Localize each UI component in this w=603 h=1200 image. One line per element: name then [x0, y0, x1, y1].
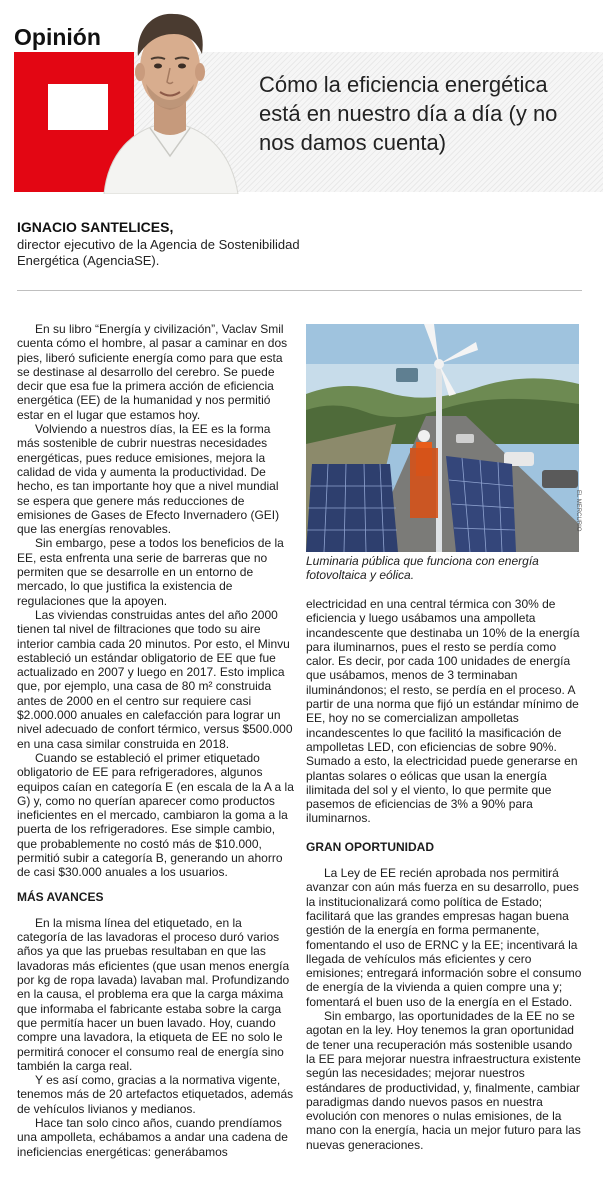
subheading-mas-avances: MÁS AVANCES [17, 889, 104, 904]
paragraph: electricidad en una central térmica con 30% de eficiencia y luego usábamos una ampolleta incandescente que destinaba un 10% de la energía para iluminarnos, pues el resto se perdía como calor. Es decir, por cada 100 unidades de energía que usábamos, menos de 3 terminaban iluminándonos; el resto, se perdía en el proceso. A partir de una norma que fijó un estándar mínimo de EE, hoy no se comercializan ampolletas incandescentes lo que facilitó la masificación de ampolletas LED, con eficiencias de sobre 90%. Sumado a esto, la electricidad puede generarse en plantas solares o eólicas que usan la energía ilimitada del sol y el viento, lo que permite que pasemos de eficiencias de 3% a 90% para iluminarnos. [306, 597, 580, 826]
paragraph: En su libro “Energía y civilización”, Vaclav Smil cuenta cómo el hombre, al pasar a caminar en dos pies, liberó suficiente energía como para que esta se destinase al desarrollo del cerebro. Se puede decir que esa fue la primera acción de eficiencia energética (EE) de la humanidad y nos permitió estar en el lugar que estamos hoy. [17, 322, 288, 422]
paragraph: Cuando se estableció el primer etiquetado obligatorio de EE para refrigeradores, algunos equipos caían en categoría E (en escala de la A a la G) y, como no querían aparecer como productos ineficientes en el mercado, cambiaron la goma a la puerta de los refrigeradores. Ese simple cambio, que probablemente no costó más de $10.000, permitió subir a categoría B, generando un ahorro de casi $30.000 anuales a los usuarios. [17, 750, 294, 880]
header-divider [17, 290, 582, 291]
photo-caption: Luminaria pública que funciona con energía fotovoltaica y eólica. [306, 554, 539, 582]
paragraph: Y es así como, gracias a la normativa vigente, tenemos más de 20 artefactos etiquetados, además de vehículos livianos y medianos. [17, 1073, 294, 1116]
paragraph: Hace tan solo cinco años, cuando prendíamos una ampolleta, echábamos a andar una cadena de ineficiencias energéticas: generábamos [17, 1116, 288, 1159]
section-label: Opinión [14, 24, 101, 50]
solar-wind-streetlight-photo [306, 324, 579, 552]
headline: Cómo la eficiencia energética está en nuestro día a día (y no nos damos cuenta) [259, 72, 558, 155]
paragraph: Sin embargo, pese a todos los beneficios de la EE, esta enfrenta una serie de barreras que no permiten que se desarrolle en un entorno de mercado, lo que justifica la existencia de regulaciones que la apoyen. [17, 536, 284, 608]
author-portrait [90, 6, 250, 194]
paragraph: Sin embargo, las oportunidades de la EE no se agotan en la ley. Hoy tenemos la gran oportunidad de tener una recuperación más sostenible usando la EE para mejorar nuestra infraestructura existente según las necesidades; mejorar nuestros estándares de productividad, y, finalmente, cambiar paradigmas dando nuevos pasos en nuestra evolución con menores o nulas emisiones, de la mano con la energía, hacia un mejor futuro para las nuevas generaciones. [306, 1009, 581, 1152]
paragraph: Volviendo a nuestros días, la EE es la forma más sostenible de cubrir nuestras necesidades energéticas, pues reduce emisiones, mejora la calidad de vida y aumenta la productividad. De hecho, es tan importante hoy que a nivel mundial se espera que genere más reducciones de emisiones de Gases de Efecto Invernadero (GEI) que las energías renovables. [17, 422, 280, 537]
paragraph: Las viviendas construidas antes del año 2000 tienen tal nivel de filtraciones que todo su aire interior cambia cada 20 minutos. Por esto, el Minvu estableció un estándar obligatorio de EE que fue actualizado en 2007 y luego en 2017. Esto implica que, por ejemplo, una casa de 80 m² construida antes de 2000 en el centro sur requiere casi $2.000.000 anuales en calefacción para lograr un nivel adecuado de confort térmico, versus $500.000 en una casa similar construida en 2018. [17, 607, 293, 751]
author-name: IGNACIO SANTELICES, [17, 219, 174, 235]
paragraph: La Ley de EE recién aprobada nos permitirá avanzar con aún más fuerza en su desarrollo, pues la institucionalizará como política de Estado; facilitará que las grandes empresas hagan buena gestión de la energía en forma permanente, fomentando el uso de ERNC y la EE; incentivará la llegada de vehículos más eficientes y cero emisiones; entregará información sobre el consumo de energía de la vivienda a quien compre una y; fomentará el buen uso de la energía en el Estado. [306, 866, 582, 1009]
paragraph: En la misma línea del etiquetado, en la categoría de las lavadoras el proceso duró varios años ya que las pruebas resultaban en que las lavadoras más eficientes (que usan menos energía por kg de ropa lavada) lavaban mal. Profundizando en la causa, el problema era que la carga máxima que informaba el fabricante estaba sobre la carga que permitía hacer un buen lavado. Hoy, cuando compre una lavadora, la etiqueta de EE no solo le permitirá conocer el consumo real de energía sino también la carga real. [17, 915, 290, 1073]
article-column-right [306, 597, 582, 1152]
author-role: director ejecutivo de la Agencia de Sostenibilidad Energética (AgenciaSE). [17, 237, 300, 268]
article-column-left [17, 322, 294, 1159]
photo-credit: EL MERCURIO [575, 490, 581, 532]
subheading-gran-oportunidad: GRAN OPORTUNIDAD [306, 839, 434, 854]
